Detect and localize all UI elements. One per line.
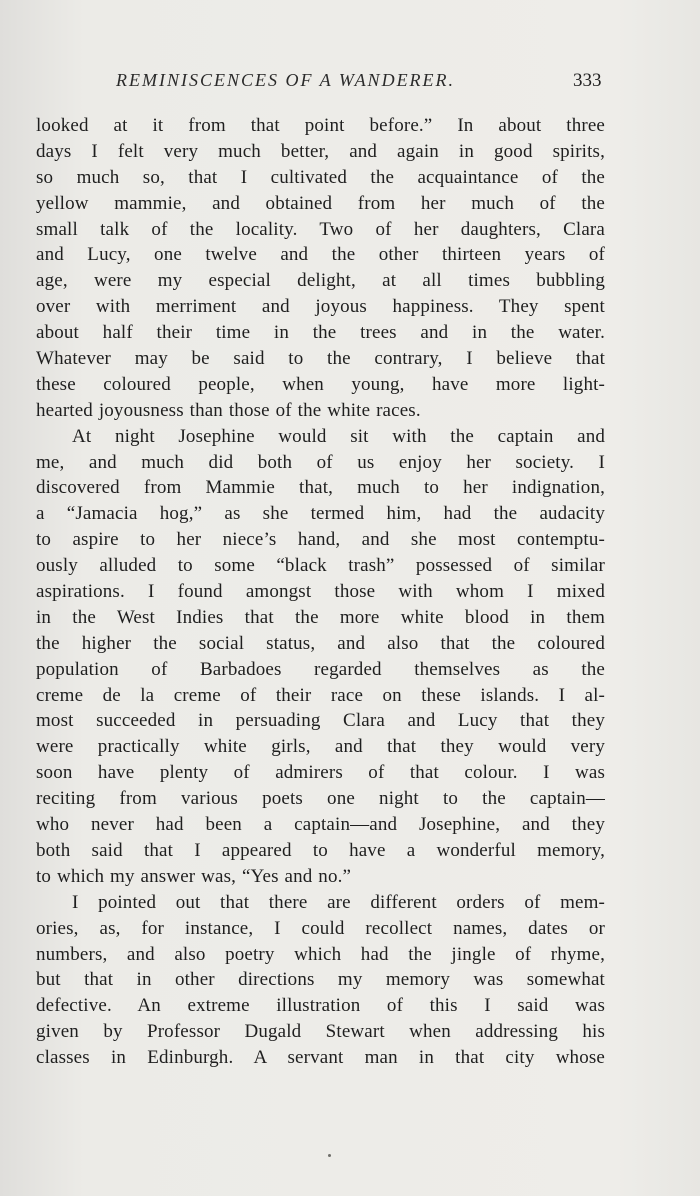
body-text [36,113,605,1071]
text-line: most succeeded in persuading Clara and Lucy that they [36,710,605,732]
text-line: were practically white girls, and that they would very [36,736,605,758]
text-line: who never had been a captain—and Josephine, and they [36,814,605,836]
text-line: yellow mammie, and obtained from her much of the [36,192,605,214]
text-line: At night Josephine would sit with the captain and [72,425,605,447]
text-line: hearted joyousness than those of the white races. [36,399,421,421]
text-line: creme de la creme of their race on these islands. I al- [36,684,605,706]
text-line: looked at it from that point before.” In about three [36,115,605,136]
text-line: to aspire to her niece’s hand, and she most contemptu- [36,529,605,551]
text-line: soon have plenty of admirers of that colour. I was [36,762,605,784]
text-line: classes in Edinburgh. A servant man in that city whose [36,1047,605,1069]
text-line: aspirations. I found amongst those with whom I mixed [36,581,605,603]
running-head: REMINISCENCES OF A WANDERER. [116,70,456,90]
page-speck [328,1154,331,1157]
text-line: both said that I appeared to have a wonderful memory, [36,839,605,861]
text-line: but that in other directions my memory was somewhat [36,969,605,991]
text-line: age, were my especial delight, at all times bubbling [36,270,605,292]
text-line: discovered from Mammie that, much to her indignation, [36,477,605,499]
text-line: these coloured people, when young, have more light- [36,373,605,395]
page-number: 333 [573,70,602,91]
text-line: I pointed out that there are different orders of mem- [72,891,605,913]
text-line: given by Professor Dugald Stewart when addressing his [36,1021,605,1043]
text-line: population of Barbadoes regarded themselves as the [36,658,605,680]
text-line: in the West Indies that the more white blood in them [36,606,605,628]
text-line: reciting from various poets one night to the captain— [36,788,605,810]
text-line: over with merriment and joyous happiness. They spent [36,296,605,318]
text-line: ously alluded to some “black trash” possessed of similar [36,555,605,577]
text-line: the higher the social status, and also that the coloured [36,632,605,654]
text-line: so much so, that I cultivated the acquaintance of the [36,166,605,188]
text-line: about half their time in the trees and in the water. [36,322,605,344]
text-line: defective. An extreme illustration of this I said was [36,995,605,1017]
text-line: small talk of the locality. Two of her daughters, Clara [36,218,605,240]
text-line: to which my answer was, “Yes and no.” [36,865,352,887]
text-line: me, and much did both of us enjoy her society. I [36,451,605,473]
text-line: numbers, and also poetry which had the jingle of rhyme, [36,943,605,965]
text-line: ories, as, for instance, I could recollect names, dates or [36,917,605,939]
text-line: and Lucy, one twelve and the other thirteen years of [36,244,605,266]
text-line: Whatever may be said to the contrary, I believe that [36,348,605,370]
text-line: days I felt very much better, and again in good spirits, [36,140,605,162]
text-line: a “Jamacia hog,” as she termed him, had the audacity [36,503,605,525]
page-header [36,70,606,94]
